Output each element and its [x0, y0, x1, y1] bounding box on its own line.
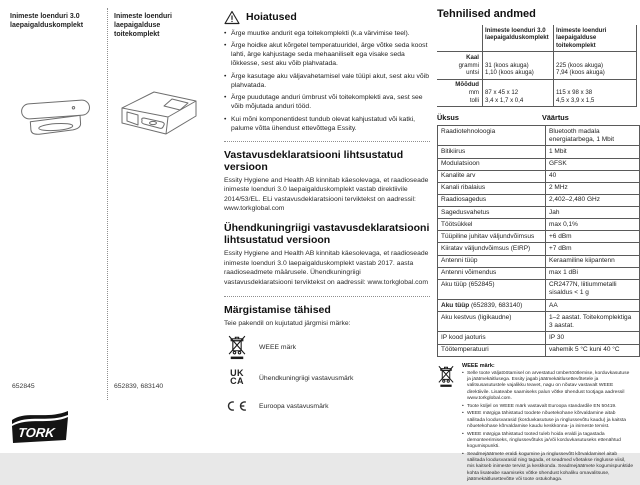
value-table-row	[438, 300, 640, 312]
spec-unit-cell: Tüüpiline juhitav väljundvõimsus	[438, 231, 546, 243]
weight-dimensions-table	[437, 25, 637, 107]
weee-note-list	[462, 371, 634, 484]
weee-note-title: WEEE märk:	[462, 362, 495, 369]
marking-item-ukca	[224, 368, 430, 388]
dimensions-inches-p2: 4,5 x 3,9 x 1,5	[556, 96, 595, 104]
warnings-list	[224, 30, 430, 134]
markings-section	[224, 304, 430, 416]
spec-unit-cell: Sagedusvahetus	[438, 207, 546, 219]
weight-values-product1	[483, 52, 554, 79]
spec-value-cell: Keraamiline kiipantenn	[546, 255, 640, 267]
spec-unit-cell: Raadiosagedus	[438, 194, 546, 206]
spec-value-cell: CR2477N, liitiummetalli sisaldus < 1 g	[546, 279, 640, 299]
spec-col-header-1: Inimeste loenduri 3.0 laepaigalduskomplekt	[483, 25, 554, 52]
spec-value-cell: vahemik 5 °C kuni 40 °C	[546, 344, 640, 356]
value-table-row	[438, 170, 640, 182]
weee-note-item: • Selle toote väljatöötamisel on arvestatud ümbertöötlemise, korduvkasutuse ja jäätmekäitlusega. Essity jagab jäätmekäitlusettevõtetele ja valitsusasutustele vajalikku teavet, nagu on nõutav vastavalt WEEE direktiivile. Lisateabe saamiseks palun võtke ühendust tootjaga aadressil www.torkglobal.com.	[462, 371, 634, 402]
weee-note-item: • WEEE märgiga tähistatud tooted tuleb hoida eraldi ja tagastada demonteerimiseks, ringlussevõtuks ja/või korduvkasutuseks ettenähtud kogumispunkti.	[462, 432, 634, 451]
technical-data-column	[437, 8, 634, 485]
marking-item-ce	[224, 396, 430, 416]
value-table-row	[438, 158, 640, 170]
product2-sku: 652839, 683140	[114, 383, 164, 390]
value-table-row	[438, 312, 640, 332]
spec-unit-cell: Kiiratav väljundvõimsus (EIRP)	[438, 243, 546, 255]
warnings-title: Hoiatused	[246, 11, 297, 24]
spec-unit-cell: Kanali ribalaius	[438, 182, 546, 194]
dotted-divider	[224, 141, 430, 142]
spec-unit-cell: Antenni võimendus	[438, 267, 546, 279]
marking-label: Ühendkuningriigi vastavusmärk	[259, 374, 354, 382]
dimensions-mm-p2: 115 x 98 x 38	[556, 89, 593, 97]
spec-value-cell: +6 dBm	[546, 231, 640, 243]
spec-value-cell: 40	[546, 170, 640, 182]
uk-declaration-title: Ühendkuningriigi vastavusdeklaratsiooni lihtsustatud versioon	[224, 222, 430, 247]
spec-value-cell: GFSK	[546, 158, 640, 170]
warning-item: • Ärge puudutage anduri ümbrust või toitekomplekti ava, sest see võib mõjutada anduri tööd.	[224, 94, 430, 112]
warning-item: • Ärge hoidke akut kõrgetel temperatuuridel, ärge võtke seda koost lahti, ärge kahjustage seda mehaaniliselt ega visake seda lõkkesse, sest aku võib plahvatada.	[224, 42, 430, 69]
spec-unit-cell: Antenni tüüp	[438, 255, 546, 267]
spec-value-cell: 1 Mbit	[546, 146, 640, 158]
weee-note-item: • Seadmejäätmete eraldi kogumine ja ringlussevõtt kõrvaldamisel aitab säilitada loodusvarasid ning tagada, et seadmed võetakse ringlusse viisil, mis kaitseb inimeste tervist ja keskkonda. Seadmejäätmete kogumispunktide kohta lisateabe saamiseks võtke ühendust kohaliku omavalitsuse, jäätmekäitlusettevõtte või toote ostukohaga.	[462, 452, 634, 483]
product1-caption: Inimeste loenduri 3.0 laepaigalduskomplekt	[10, 13, 84, 30]
value-table-row	[438, 126, 640, 146]
spec-unit-cell: Aku tüüp (652839, 683140)	[438, 300, 546, 312]
dimensions-sub-mm: mm	[468, 89, 479, 97]
dimensions-inches-p1: 3,4 x 1,7 x 0,4	[485, 96, 524, 104]
spec-value-cell: AA	[546, 300, 640, 312]
spec-value-cell: 1–2 aastat. Toitekomplektiga 3 aastat.	[546, 312, 640, 332]
spec-unit-cell: Modulatsioon	[438, 158, 546, 170]
spec-unit-cell: Aku kestvus (ligikaudne)	[438, 312, 546, 332]
marking-label: WEEE märk	[259, 343, 297, 351]
ce-icon	[224, 400, 250, 412]
technical-data-title: Tehnilised andmed	[437, 8, 536, 20]
weight-sub-grams: grammi	[458, 61, 479, 69]
value-table-row	[438, 194, 640, 206]
warning-triangle-icon	[224, 10, 240, 25]
dimensions-values-product2	[554, 79, 637, 106]
warnings-header	[224, 10, 430, 25]
dimensions-group-label: Mõõdud	[455, 81, 479, 89]
dimensions-values-product1	[483, 79, 554, 106]
value-table	[437, 125, 640, 357]
marking-label: Euroopa vastavusmärk	[259, 402, 329, 410]
weee-note	[437, 363, 634, 485]
value-table-row	[438, 267, 640, 279]
spec-unit-cell: Kanalite arv	[438, 170, 546, 182]
spec-unit-cell: Bitikiirus	[438, 146, 546, 158]
product1-sku: 652845	[12, 383, 35, 390]
unit-column-header: Üksus	[437, 113, 459, 123]
value-table-row	[438, 243, 640, 255]
value-table-row	[438, 219, 640, 231]
weee-note-text	[462, 363, 634, 485]
spec-value-cell: IP 30	[546, 332, 640, 344]
weight-ounces-p1: 1,10 (koos akuga)	[485, 69, 534, 77]
spec-col-header-2: Inimeste loenduri laepaigalduse toitekomplekt	[554, 25, 637, 52]
product2-caption: Inimeste loenduri laepaigalduse toitekomplekt	[114, 13, 172, 39]
warning-item: • Ärge muutke andurit ega toitekomplekti (k.a värvimise teel).	[224, 30, 430, 39]
weight-row-labels	[437, 52, 483, 79]
dimensions-mm-p1: 87 x 45 x 12	[485, 89, 519, 97]
spec-value-cell: +7 dBm	[546, 243, 640, 255]
text-column	[224, 10, 430, 424]
vertical-dotted-divider	[107, 8, 108, 400]
weee-icon	[437, 363, 456, 485]
power-kit-illustration	[114, 86, 204, 148]
value-table-row	[438, 231, 640, 243]
spec-value-cell: max 0,1%	[546, 219, 640, 231]
markings-title: Märgistamise tähised	[224, 303, 331, 316]
weight-sub-ounces: untsi	[466, 69, 479, 77]
value-table-row	[438, 146, 640, 158]
dimensions-sub-inches: tolli	[469, 96, 479, 104]
value-table-header-row	[437, 113, 634, 122]
value-table-row	[438, 182, 640, 194]
product-column	[10, 10, 220, 443]
spec-unit-cell: IP kood jaoturis	[438, 332, 546, 344]
weight-group-label: Kaal	[466, 53, 479, 61]
tork-logo	[10, 407, 70, 443]
weight-values-product2	[554, 52, 637, 79]
value-table-row	[438, 344, 640, 356]
warning-item: • Kui mõni komponentidest tundub olevat kahjustatud või katki, palume võtta ühendust ettevõttega Essity.	[224, 116, 430, 134]
value-table-row	[438, 255, 640, 267]
markings-intro: Teie pakendil on kujutatud järgmisi märke:	[224, 320, 351, 327]
dimensions-row-labels	[437, 79, 483, 106]
ukca-line-uk: UK	[230, 368, 244, 379]
weee-note-item: • Toote küljel on WEEE märk vastavalt Euroopa standardile EN 50419.	[462, 404, 634, 410]
weee-icon	[224, 334, 250, 360]
marking-item-weee	[224, 334, 430, 360]
ceiling-sensor-illustration	[16, 96, 96, 146]
spec-unit-cell: Töötsükkel	[438, 219, 546, 231]
weight-grams-p2: 225 (koos akuga)	[556, 61, 604, 69]
spec-value-cell: max 1 dBi	[546, 267, 640, 279]
dotted-divider	[224, 296, 430, 297]
weight-ounces-p2: 7,94 (koos akuga)	[556, 69, 605, 77]
weight-grams-p1: 31 (koos akuga)	[485, 61, 529, 69]
spec-value-cell: Jah	[546, 207, 640, 219]
spec-value-cell: 2 MHz	[546, 182, 640, 194]
eu-declaration-body: Essity Hygiene and Health AB kinnitab käesolevaga, et raadioseade inimeste loenduri 3.0 laepaigalduskomplekt vastab direktiivile 2014/53/EL. ELi vastavusdeklaratsiooni terviktekst on aadressil: www.torkglobal.com	[224, 176, 429, 212]
weee-note-item: • WEEE märgiga tähistatud toodete nõuetekohane kõrvaldamine aitab säilitada loodusvarasid (korduvkasutuse ja ringlussevõtu kaudu) ja kaitsta nõuetekohase kõrvaldamise kaudu keskkonna- ja inimeste tervist.	[462, 411, 634, 430]
tork-logo-text: TORK	[17, 425, 56, 440]
ukca-line-ca: CA	[230, 376, 244, 386]
value-table-body	[438, 126, 640, 357]
uk-declaration-section	[224, 222, 430, 287]
ukca-icon	[224, 370, 250, 386]
eu-declaration-title: Vastavusdeklaratsiooni lihtsustatud versioon	[224, 148, 404, 173]
value-table-row	[438, 332, 640, 344]
value-table-row	[438, 279, 640, 299]
uk-declaration-body: Essity Hygiene and Health AB kinnitab käesolevaga, et raadioseade inimeste loenduri 3.0 laepaigalduskomplekt vastab 2017. aasta raadioseadmete määrusele. Ühendkuningriigi vastavusdeklaratsiooni terviktekst on aadressil: www.torkglobal.com	[224, 250, 429, 286]
spec-value-cell: 2,402–2,480 GHz	[546, 194, 640, 206]
value-table-row	[438, 207, 640, 219]
spec-unit-cell: Töötemperatuuri	[438, 344, 546, 356]
spec-value-cell: Bluetooth madala energiatarbega, 1 Mbit	[546, 126, 640, 146]
warning-item: • Ärge kasutage aku väljavahetamisel vale tüüpi akut, sest aku võib plahvatada.	[224, 73, 430, 91]
spec-unit-cell: Aku tüüp (652845)	[438, 279, 546, 299]
value-column-header: Väärtus	[542, 113, 569, 123]
eu-declaration-section	[224, 149, 430, 214]
spec-unit-cell: Raadiotehnoloogia	[438, 126, 546, 146]
